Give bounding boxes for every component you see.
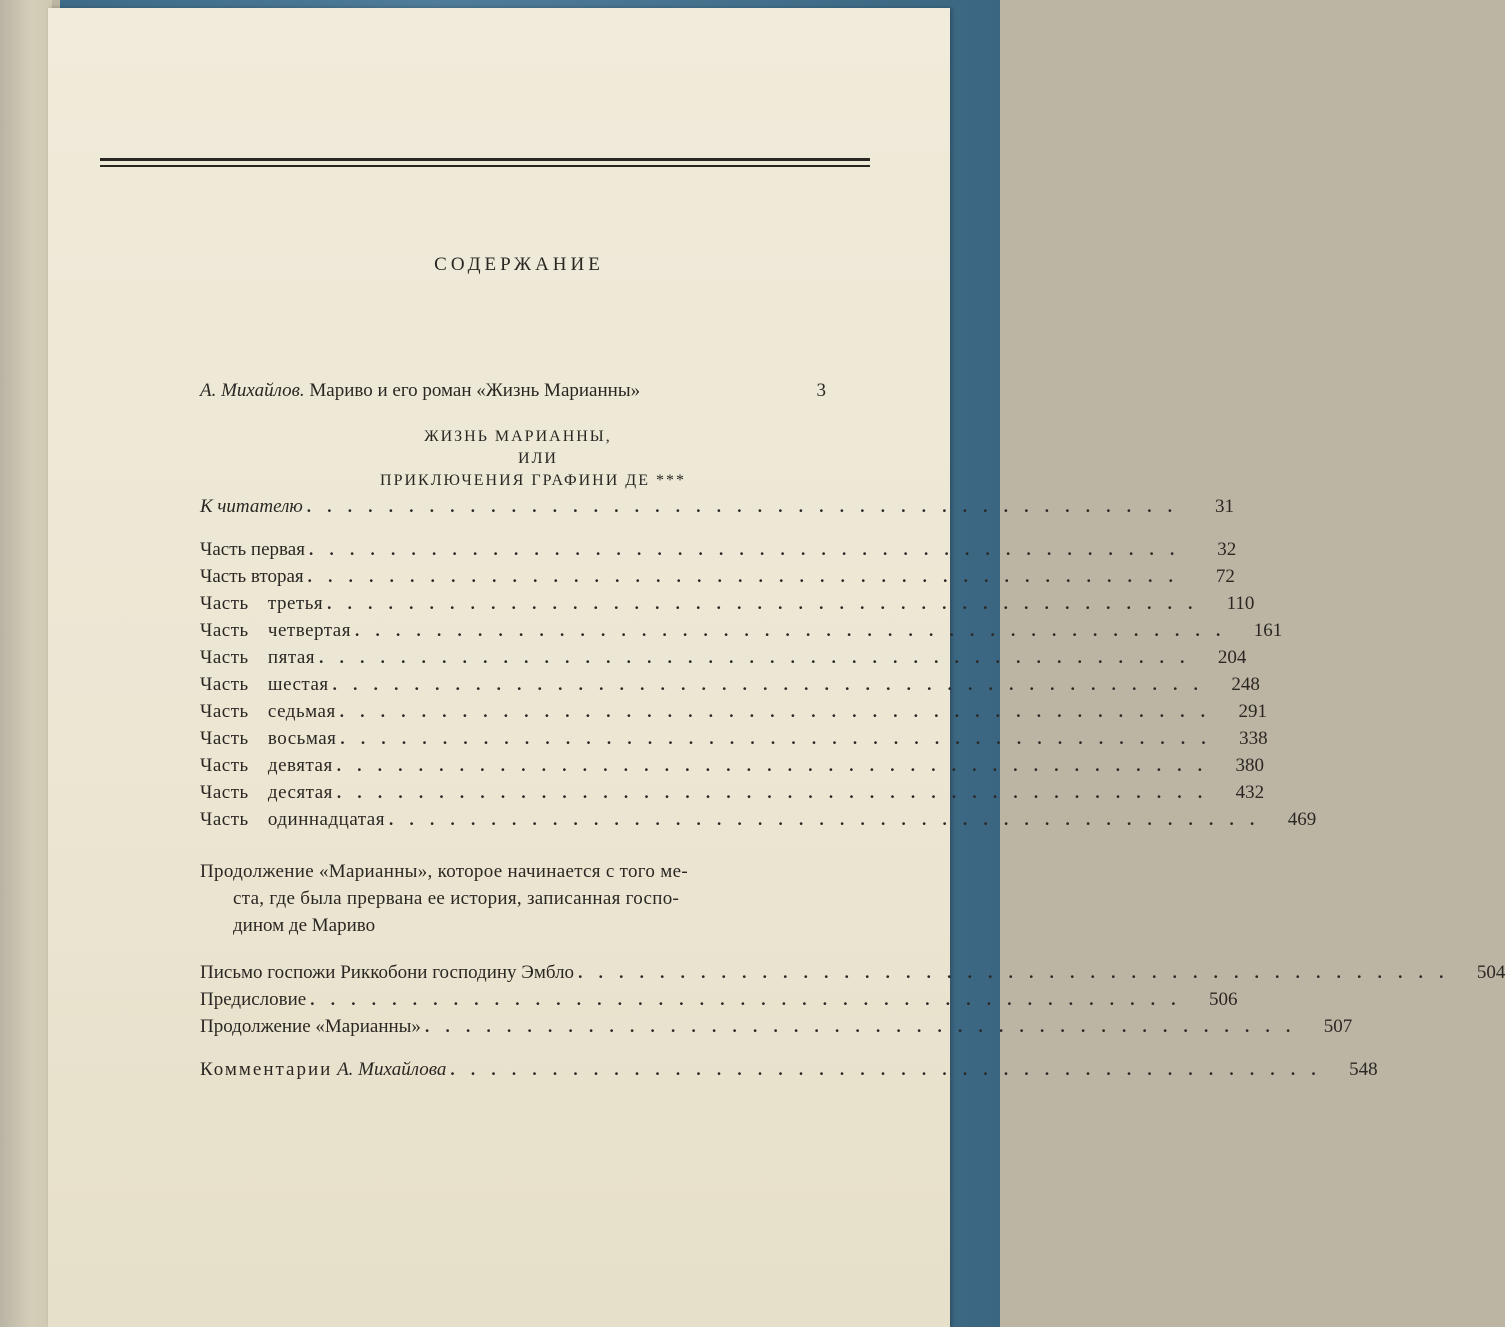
- contents-page: [48, 8, 1505, 1327]
- toc-entry-appendix: Предисловие . . . . . . . . . . . . . . . . . . . . . . . . . . . . . . . . . . . . . . . . . . . 506: [200, 989, 1238, 1010]
- toc-entry-intro: [200, 380, 826, 406]
- toc-entry-part: Часть девятая . . . . . . . . . . . . . . . . . . . . . . . . . . . . . . . . . . . . . . . . . . . 380: [200, 755, 1264, 776]
- novel-title-line-1: ЖИЗНЬ МАРИАННЫ,: [424, 428, 612, 445]
- toc-entry-part: Часть одиннадцатая . . . . . . . . . . . . . . . . . . . . . . . . . . . . . . . . . . . . . . . . . . . 469: [200, 809, 1317, 830]
- toc-entry-part: Часть десятая . . . . . . . . . . . . . . . . . . . . . . . . . . . . . . . . . . . . . . . . . . . 432: [200, 782, 1265, 803]
- toc-entry-to-reader: [200, 496, 1234, 522]
- toc-entry-comments: Комментарии А. Михайлова . . . . . . . . . . . . . . . . . . . . . . . . . . . . . . . . . . . . . . . . . . . 548: [200, 1059, 1378, 1080]
- intro-page: 3: [816, 380, 826, 401]
- toc-entry-part: Часть шестая . . . . . . . . . . . . . . . . . . . . . . . . . . . . . . . . . . . . . . . . . . . 248: [200, 674, 1260, 695]
- top-rule-thin: [100, 165, 870, 167]
- to-reader-page: 31: [1215, 496, 1234, 517]
- novel-title-line-2: ИЛИ: [518, 450, 558, 467]
- intro-author: А. Михайлов.: [200, 380, 305, 401]
- novel-title-line-3: ПРИКЛЮЧЕНИЯ ГРАФИНИ ДЕ ***: [380, 472, 686, 489]
- page-heading: СОДЕРЖАНИЕ: [434, 254, 604, 275]
- continuation-line-1: Продолжение «Марианны», которое начинается с того ме-: [200, 861, 688, 882]
- toc-entry-part: Часть четвертая . . . . . . . . . . . . . . . . . . . . . . . . . . . . . . . . . . . . . . . . . . . 161: [200, 620, 1283, 641]
- toc-entry-part: Часть третья . . . . . . . . . . . . . . . . . . . . . . . . . . . . . . . . . . . . . . . . . . . 110: [200, 593, 1255, 614]
- leader-dots: . . . . . . . . . . . . . . . . . . . . . . . . . . . . . . . . . . . . . . . . . . .: [306, 497, 1178, 516]
- continuation-line-3: дином де Мариво: [233, 915, 376, 936]
- toc-entry-part: Часть восьмая . . . . . . . . . . . . . . . . . . . . . . . . . . . . . . . . . . . . . . . . . . . 338: [200, 728, 1268, 749]
- comments-label: Комментарии: [200, 1059, 333, 1080]
- adjacent-page-edge: [0, 0, 52, 1327]
- toc-entry-part: Часть первая . . . . . . . . . . . . . . . . . . . . . . . . . . . . . . . . . . . . . . . . . . . 32: [200, 539, 1237, 560]
- intro-title: Мариво и его роман «Жизнь Марианны»: [304, 380, 641, 401]
- continuation-line-2: ста, где была прервана ее история, записанная госпо-: [233, 888, 680, 909]
- top-rule-thick: [100, 158, 870, 161]
- toc-entry-appendix: Письмо госпожи Риккобони господину Эмбло . . . . . . . . . . . . . . . . . . . . . . . . . . . . . . . . . . . . . . . . . . . 504: [200, 962, 1505, 983]
- comments-author: А. Михайлова: [337, 1059, 447, 1080]
- toc-entry-appendix: Продолжение «Марианны» . . . . . . . . . . . . . . . . . . . . . . . . . . . . . . . . . . . . . . . . . . . 507: [200, 1016, 1353, 1037]
- comments-page: 548: [1349, 1059, 1378, 1080]
- toc-entry-part: Часть седьмая . . . . . . . . . . . . . . . . . . . . . . . . . . . . . . . . . . . . . . . . . . . 291: [200, 701, 1267, 722]
- toc-entry-part: Часть вторая . . . . . . . . . . . . . . . . . . . . . . . . . . . . . . . . . . . . . . . . . . . 72: [200, 566, 1235, 587]
- to-reader-label: К читателю: [200, 496, 303, 517]
- toc-entry-part: Часть пятая . . . . . . . . . . . . . . . . . . . . . . . . . . . . . . . . . . . . . . . . . . . 204: [200, 647, 1247, 668]
